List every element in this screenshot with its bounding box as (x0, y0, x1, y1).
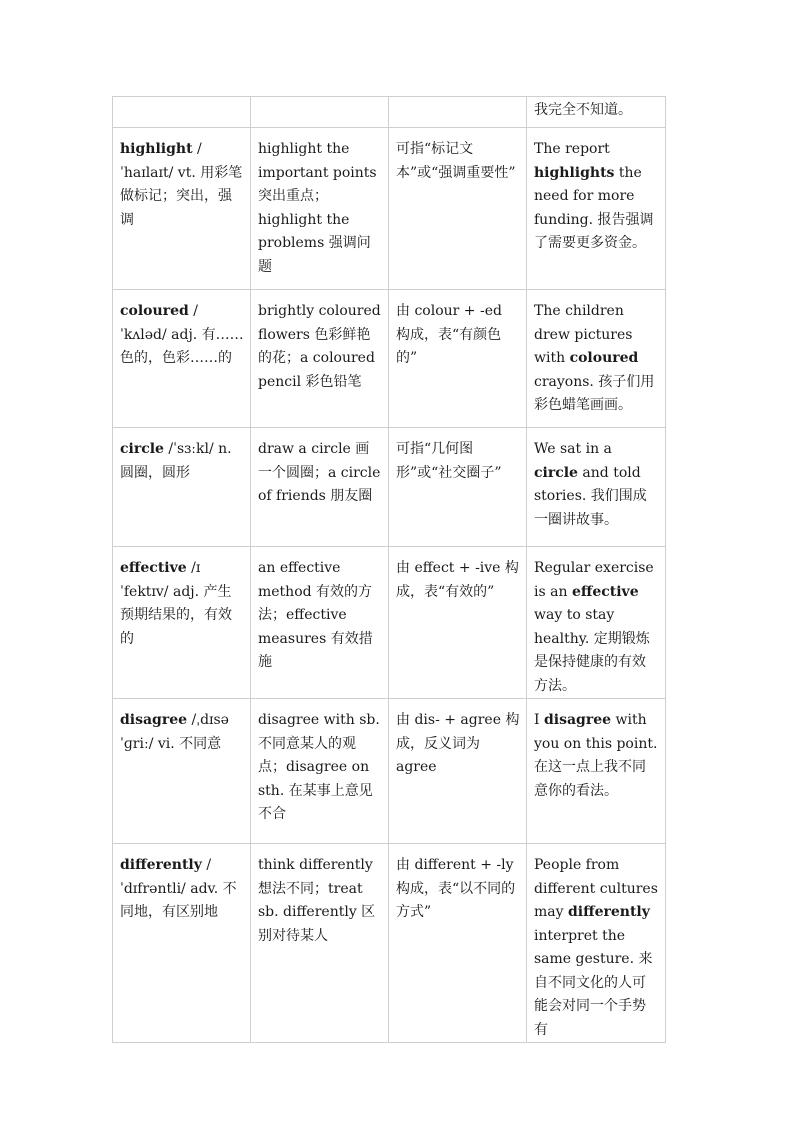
table-row (113, 428, 666, 547)
collocations: think differently 想法不同；treat sb. differently 区别对待某人 (258, 857, 376, 944)
example-keyword: highlights (534, 164, 615, 181)
example-head: The report (534, 141, 610, 157)
table-row (113, 844, 666, 1043)
example-tail: crayons. 孩子们用彩色蜡笔画画。 (534, 373, 655, 413)
table-row (113, 128, 666, 290)
table-row (113, 97, 666, 128)
collocation-cell (251, 844, 389, 1043)
part-of-speech-meaning: adv. 不同地，有区别地 (120, 880, 237, 920)
phonetic: /ˈsɜːkl/ (163, 441, 214, 457)
formation-note: 由 effect + -ive 构成，表“有效的” (396, 560, 519, 600)
phonetic: /ˌdɪsəˈɡriː/ (120, 712, 229, 752)
vocabulary-table (112, 96, 666, 1043)
formation-cell (389, 547, 527, 699)
example-head: The children drew pictures with (534, 303, 633, 366)
word-cell (113, 844, 251, 1043)
example-tail: the need for more funding. 报告强调了需要更多资金。 (534, 164, 654, 251)
part-of-speech-meaning: adj. 有……色的，色彩……的 (120, 326, 244, 366)
example-keyword: coloured (569, 350, 639, 366)
formation-cell (389, 128, 527, 290)
example-head: Regular exercise is an (534, 560, 654, 600)
example-cell (527, 290, 666, 428)
example-head: People from different cultures may (534, 857, 658, 920)
headword: circle (120, 441, 164, 457)
example-cell (527, 128, 666, 290)
headword: differently (120, 857, 202, 873)
collocations: brightly coloured flowers 色彩鲜艳的花；a coloured pencil 彩色铅笔 (258, 303, 381, 390)
collocation-cell (251, 699, 389, 844)
word-cell (113, 699, 251, 844)
example-keyword: circle (534, 464, 578, 481)
collocations: draw a circle 画一个圆圈；a circle of friends 朋友圈 (258, 441, 381, 504)
example-cell (527, 428, 666, 547)
example-keyword: disagree (543, 712, 612, 728)
part-of-speech-meaning: n. 圆圈，圆形 (120, 441, 232, 481)
example-tail: interpret the same gesture. 来自不同文化的人可能会对同一个手势有 (534, 927, 653, 1038)
formation-cell (389, 844, 527, 1043)
headword: highlight (120, 141, 193, 157)
headword: effective (120, 560, 187, 576)
part-of-speech-meaning: adj. 产生预期结果的，有效的 (120, 583, 232, 647)
headword: disagree (120, 712, 188, 728)
phonetic: /ɪˈfektɪv/ (120, 560, 201, 600)
part-of-speech-meaning: vt. 用彩笔做标记；突出，强调 (120, 164, 243, 228)
example-tail: and told stories. 我们围成一圈讲故事。 (534, 464, 647, 528)
formation-cell (389, 699, 527, 844)
formation-note: 由 dis- + agree 构成，反义词为 agree (396, 712, 520, 775)
word-cell (113, 547, 251, 699)
example-cell (527, 97, 666, 128)
headword: coloured (120, 303, 189, 319)
phonetic: /ˈdɪfrəntli/ (120, 857, 212, 897)
example-cell (527, 547, 666, 699)
example-tail: with you on this point. 在这一点上我不同意你的看法。 (534, 712, 658, 799)
collocation-cell (251, 290, 389, 428)
collocation-cell (251, 128, 389, 290)
word-cell (113, 97, 251, 128)
formation-cell (389, 97, 527, 128)
example-tail: 我完全不知道。 (534, 102, 632, 118)
example-head: I (534, 712, 544, 728)
table-row (113, 547, 666, 699)
collocations: an effective method 有效的方法；effective measures 有效措施 (258, 560, 373, 670)
example-cell (527, 699, 666, 844)
word-cell (113, 290, 251, 428)
collocations: highlight the important points 突出重点；highlight the problems 强调问题 (258, 141, 377, 275)
formation-note: 由 colour + -ed 构成，表“有颜色的” (396, 303, 502, 366)
collocation-cell (251, 97, 389, 128)
formation-note: 由 different + -ly 构成，表“以不同的方式” (396, 857, 516, 920)
phonetic: /ˈkʌləd/ (120, 303, 198, 343)
formation-note: 可指“标记文本”或“强调重要性” (396, 141, 516, 181)
collocation-cell (251, 428, 389, 547)
table-row (113, 699, 666, 844)
part-of-speech-meaning: vi. 不同意 (153, 735, 222, 752)
example-tail: way to stay healthy. 定期锻炼是保持健康的有效方法。 (534, 607, 650, 694)
example-head: We sat in a (534, 441, 612, 457)
phonetic: /ˈhaɪlaɪt/ (120, 141, 202, 181)
formation-note: 可指“几何图形”或“社交圈子” (396, 441, 502, 481)
word-cell (113, 128, 251, 290)
collocations: disagree with sb. 不同意某人的观点；disagree on sth. 在某事上意见不合 (258, 712, 380, 822)
formation-cell (389, 290, 527, 428)
example-cell (527, 844, 666, 1043)
word-cell (113, 428, 251, 547)
table-row (113, 290, 666, 428)
example-keyword: effective (571, 583, 639, 600)
collocation-cell (251, 547, 389, 699)
example-keyword: differently (567, 904, 650, 920)
formation-cell (389, 428, 527, 547)
